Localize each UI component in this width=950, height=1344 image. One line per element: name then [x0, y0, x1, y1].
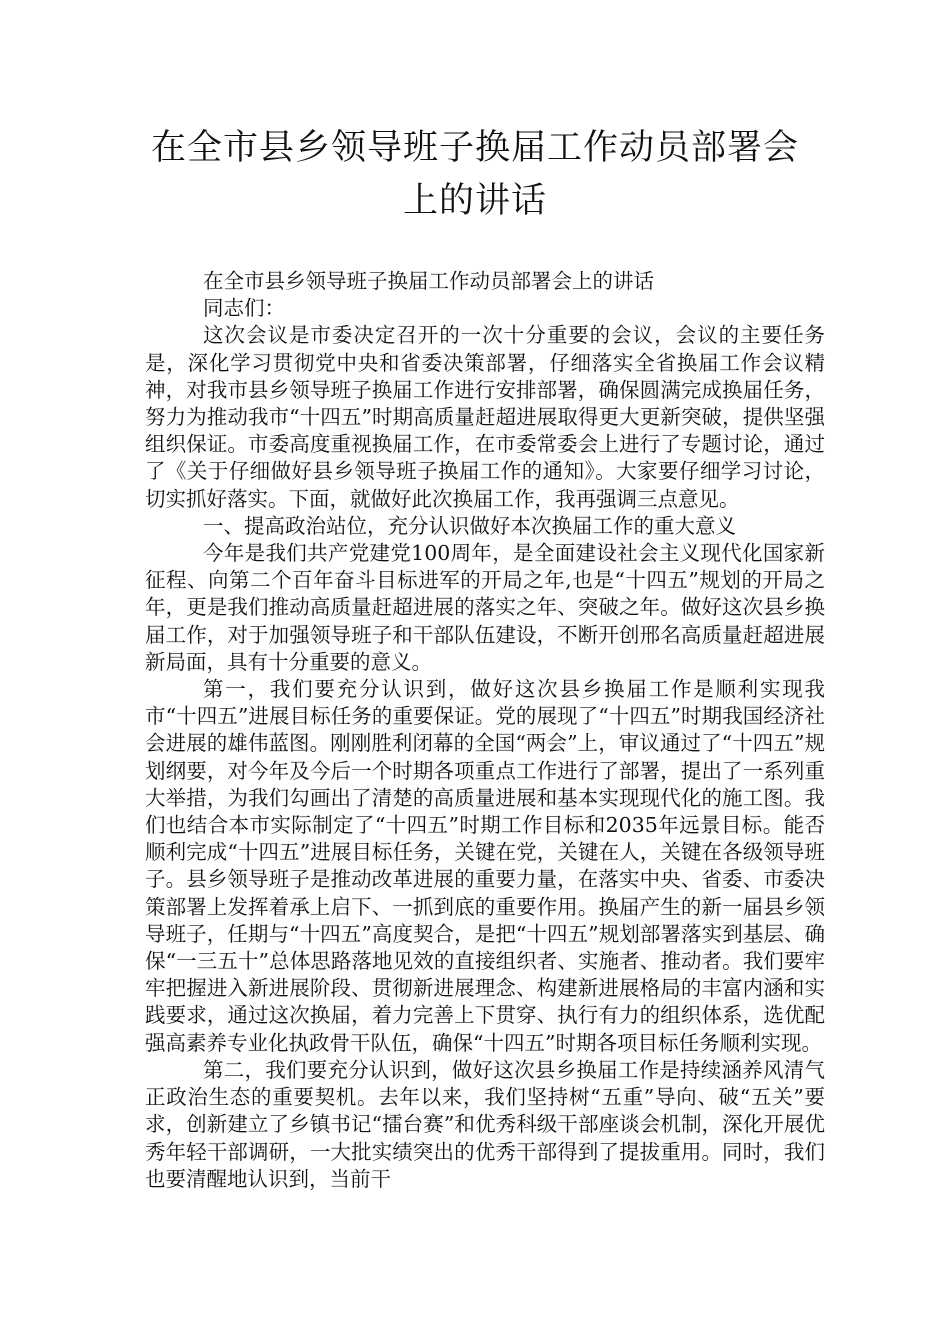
body-paragraph: 这次会议是市委决定召开的一次十分重要的会议，会议的主要任务是，深化学习贯彻党中央和省委决策部署，仔细落实全省换届工作会议精神，对我市县乡领导班子换届工作进行安排部署，确保圆满完成换届任务，努力为推动我市“十四五”时期高质量赶超进展取得更大更新突破，提供坚强组织保证。市委高度重视换届工作，在市委常委会上进行了专题讨论，通过了《关于仔细做好县乡领导班子换届工作的通知》。大家要仔细学习讨论，切实抓好落实。下面，就做好此次换届工作，我再强调三点意见。 [145, 323, 825, 511]
document-title: 在全市县乡领导班子换届工作动员部署会上的讲话 [150, 128, 799, 221]
salutation-paragraph: 同志们： [203, 296, 285, 321]
body-paragraph: 第一，我们要充分认识到，做好这次县乡换届工作是顺利实现我市“十四五”进展目标任务的重要保证。党的展现了“十四五”时期我国经济社会进展的雄伟蓝图。刚刚胜利闭幕的全国“两会”上，审议通过了“十四五”规划纲要，对今年及今后一个时期各项重点工作进行了部署，提出了一系列重大举措，为我们勾画出了清楚的高质量进展和基本实现现代化的施工图。我们也结合本市实际制定了“十四五”时期工作目标和2035年远景目标。能否顺利完成“十四五”进展目标任务，关键在党，关键在人，关键在各级领导班子。县乡领导班子是推动改革进展的重要力量，在落实中央、省委、市委决策部署上发挥着承上启下、一抓到底的重要作用。换届产生的新一届县乡领导班子，任期与“十四五”高度契合，是把“十四五”规划部署落实到基层、确保“一三五十”总体思路落地见效的直接组织者、实施者、推动者。我们要牢牢把握进入新进展阶段、贯彻新进展理念、构建新进展格局的丰富内涵和实践要求，通过这次换届，着力完善上下贯穿、执行有力的组织体系，选优配强高素养专业化执政骨干队伍，确保“十四五”时期各项目标任务顺利实现。 [145, 677, 825, 1055]
section-heading: 一、提高政治站位，充分认识做好本次换届工作的重大意义 [203, 513, 736, 538]
body-paragraph: 第二，我们要充分认识到，做好这次县乡换届工作是持续涵养风清气正政治生态的重要契机。去年以来，我们坚持树“五重”导向、破“五关”要求，创新建立了乡镇书记“擂台赛”和优秀科级干部座谈会机制，深化开展优秀年轻干部调研，一大批实绩突出的优秀干部得到了提拔重用。同时，我们也要清醒地认识到，当前干 [145, 1057, 825, 1191]
subtitle-paragraph: 在全市县乡领导班子换届工作动员部署会上的讲话 [203, 269, 654, 293]
document-body [145, 268, 825, 1193]
body-paragraph: 今年是我们共产党建党100周年，是全面建设社会主义现代化国家新征程、向第二个百年奋斗目标进军的开局之年,也是“十四五”规划的开局之年，更是我们推动高质量赶超进展的落实之年、突破之年。做好这次县乡换届工作，对于加强领导班子和干部队伍建设，不断开创邢名高质量赶超进展新局面，具有十分重要的意义。 [145, 541, 825, 674]
